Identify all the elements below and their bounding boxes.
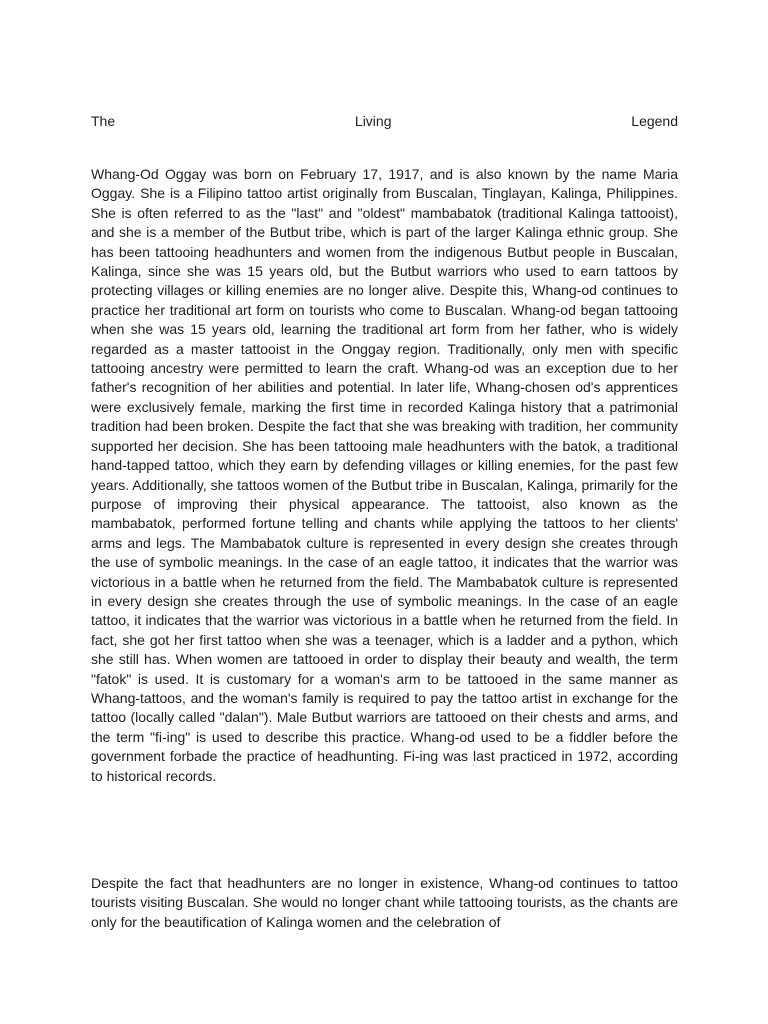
title-word-legend: Legend (631, 113, 678, 129)
document-title (91, 112, 678, 130)
title-word-living: Living (354, 113, 392, 129)
paragraph-2: Despite the fact that headhunters are no longer in existence, Whang-od continues to tattoo tourists visiting Buscalan. She would no longer chant while tattooing tourists, as the chants are only for the beautification of Kalinga women and the celebration of (91, 875, 678, 930)
title-word-the: The (91, 113, 116, 129)
paragraph-1: Whang-Od Oggay was born on February 17, 1917, and is also known by the name Maria Oggay. She is a Filipino tattoo artist originally from Buscalan, Tinglayan, Kalinga, Philippines. She is often referred to as the "last" and "oldest" mambabatok (traditional Kalinga tattooist), and she is a member of the Butbut tribe, which is part of the larger Kalinga ethnic group. She has been tattooing headhunters and women from the indigenous Butbut people in Buscalan, Kalinga, since she was 15 years old, but the Butbut warriors who used to earn tattoos by protecting villages or killing enemies are no longer alive. Despite this, Whang-od continues to practice her traditional art form on tourists who come to Buscalan. Whang-od began tattooing when she was 15 years old, learning the traditional art form from her father, who is widely regarded as a master tattooist in the Onggay region. Traditionally, only men with specific tattooing ancestry were permitted to learn the craft. Whang-od was an exception due to her father's recognition of her abilities and potential. In later life, Whang-chosen od's apprentices were exclusively female, marking the first time in recorded Kalinga history that a patrimonial tradition had been broken. Despite the fact that she was breaking with tradition, her community supported her decision. She has been tattooing male headhunters with the batok, a traditional hand-tapped tattoo, which they earn by defending villages or killing enemies, for the past few years. Additionally, she tattoos women of the Butbut tribe in Buscalan, Kalinga, primarily for the purpose of improving their physical appearance. The tattooist, also known as the mambabatok, performed fortune telling and chants while applying the tattoos to her clients' arms and legs. The Mambabatok culture is represented in every design she creates through the use of symbolic meanings. In the case of an eagle tattoo, it indicates that the warrior was victorious in a battle when he returned from the field. The Mambabatok culture is represented in every design she creates through the use of symbolic meanings. In the case of an eagle tattoo, it indicates that the warrior was victorious in a battle when he returned from the field. In fact, she got her first tattoo when she was a teenager, which is a ladder and a python, which she still has. When women are tattooed in order to display their beauty and wealth, the term "fatok" is used. It is customary for a woman's arm to be tattooed in the same manner as Whang-tattoos, and the woman's family is required to pay the tattoo artist in exchange for the tattoo (locally called "dalan"). Male Butbut warriors are tattooed on their chests and arms, and the term "fi-ing" is used to describe this practice. Whang-od used to be a fiddler before the government forbade the practice of headhunting. Fi-ing was last practiced in 1972, according to historical records. (91, 166, 678, 784)
